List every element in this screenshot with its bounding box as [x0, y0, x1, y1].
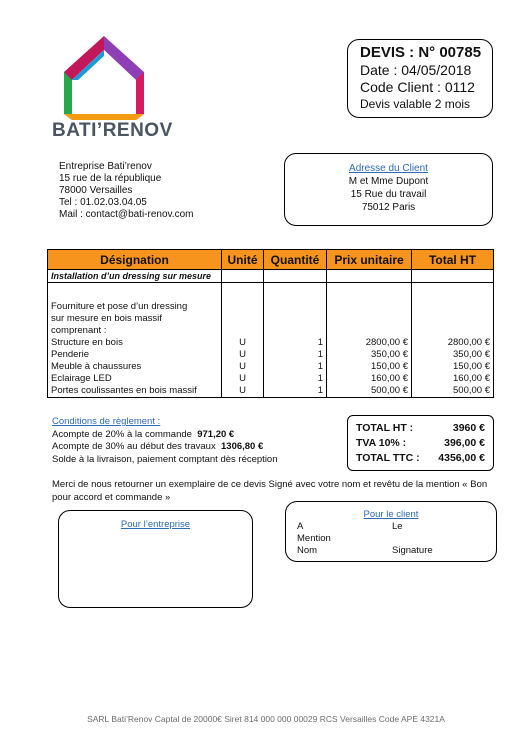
table-section-row: [48, 270, 494, 283]
row-qty: 1: [264, 373, 327, 385]
table-row: [48, 385, 494, 398]
row-price: 350,00 €: [327, 349, 412, 361]
signature-client-label: Pour le client: [363, 509, 419, 520]
row-price: 150,00 €: [327, 361, 412, 373]
row-price: 2800,00 €: [327, 337, 412, 349]
row-total: 160,00 €: [412, 373, 494, 385]
row-designation: Eclairage LED: [48, 373, 222, 385]
company-name: Entreprise Bati’renov: [59, 161, 152, 172]
client-a-label: A: [297, 521, 304, 532]
condition-text: Solde à la livraison, paiement comptant dès réception: [52, 453, 278, 465]
company-city: 78000 Versailles: [59, 185, 133, 196]
payment-conditions: [52, 416, 278, 466]
row-unit: U: [222, 373, 264, 385]
quote-items-table: [47, 249, 494, 398]
client-street: 15 Rue du travail: [350, 189, 427, 200]
client-nom-label: Nom: [297, 545, 318, 556]
signature-entreprise-label: Pour l’entreprise: [120, 519, 191, 530]
description-line: sur mesure en bois massif: [48, 313, 222, 325]
row-total: 500,00 €: [412, 385, 494, 398]
row-qty: 1: [264, 385, 327, 398]
row-designation: Structure en bois: [48, 337, 222, 349]
client-address-box: [284, 153, 493, 226]
header-quantity: Quantité: [264, 250, 327, 270]
tva-value: 396,00 €: [444, 437, 485, 449]
total-ht-value: 3960 €: [452, 422, 485, 434]
signature-box-client: [285, 501, 497, 562]
table-row: [48, 337, 494, 349]
row-total: 2800,00 €: [412, 337, 494, 349]
conditions-title: Conditions de règlement :: [52, 416, 161, 427]
table-header-row: [48, 250, 494, 270]
client-name: M et Mme Dupont: [348, 176, 429, 187]
row-qty: 1: [264, 337, 327, 349]
devis-client-code: Code Client : 0112: [360, 79, 475, 95]
row-unit: U: [222, 385, 264, 398]
condition-text: Acompte de 30% au début des travaux: [52, 441, 216, 452]
house-logo-icon: [60, 36, 148, 120]
row-price: 160,00 €: [327, 373, 412, 385]
return-instructions: Merci de nous retourner un exemplaire de ce devis Signé avec votre nom et revêtu de la mention « Bon pour accord et commande »: [52, 479, 488, 503]
devis-number: DEVIS : N° 00785: [360, 44, 482, 61]
row-price: 500,00 €: [327, 385, 412, 398]
table-row: [48, 313, 494, 325]
total-ttc-label: TOTAL TTC :: [356, 452, 420, 464]
devis-validity: Devis valable 2 mois: [360, 97, 471, 111]
totals-box: [347, 415, 494, 471]
row-designation: Portes coulissantes en bois massif: [48, 385, 222, 398]
condition-amount: 971,20 €: [197, 428, 235, 440]
brand-name: BATI’RENOV: [52, 120, 173, 141]
table-row: [48, 301, 494, 313]
company-address: [59, 161, 193, 221]
signature-box-entreprise: [58, 510, 253, 608]
company-street: 15 rue de la république: [59, 173, 162, 184]
row-unit: U: [222, 337, 264, 349]
header-unit-price: Prix unitaire: [327, 250, 412, 270]
company-legal-footer: SARL Bati’Renov Captal de 20000€ Siret 814 000 000 00029 RCS Versailles Code APE 4321A: [87, 714, 445, 724]
devis-date: Date : 04/05/2018: [360, 62, 472, 78]
description-line: comprenant :: [48, 325, 222, 337]
row-unit: U: [222, 349, 264, 361]
row-total: 350,00 €: [412, 349, 494, 361]
devis-info-box: [347, 39, 493, 118]
section-title: Installation d’un dressing sur mesure: [48, 270, 222, 283]
row-qty: 1: [264, 361, 327, 373]
header-total-ht: Total HT: [412, 250, 494, 270]
row-designation: Penderie: [48, 349, 222, 361]
table-row: [48, 373, 494, 385]
table-row: [48, 349, 494, 361]
condition-amount: 1306,80 €: [221, 441, 264, 452]
client-city: 75012 Paris: [361, 202, 416, 213]
total-ttc-value: 4356,00 €: [438, 452, 485, 464]
description-line: Fourniture et pose d’un dressing: [48, 301, 222, 313]
client-signature-label: Signature: [392, 545, 433, 556]
header-unit: Unité: [222, 250, 264, 270]
condition-text: Acompte de 20% à la commande: [52, 428, 192, 440]
company-mail: Mail : contact@bati-renov.com: [59, 209, 194, 220]
client-mention-label: Mention: [297, 533, 331, 544]
header-designation: Désignation: [48, 250, 222, 270]
tva-label: TVA 10% :: [356, 437, 407, 449]
total-ht-label: TOTAL HT :: [356, 422, 414, 434]
row-total: 150,00 €: [412, 361, 494, 373]
table-row: [48, 361, 494, 373]
row-unit: U: [222, 361, 264, 373]
table-row: [48, 325, 494, 337]
company-tel: Tel : 01.02.03.04.05: [59, 197, 147, 208]
client-le-label: Le: [392, 521, 403, 532]
client-address-label: Adresse du Client: [349, 163, 428, 174]
row-designation: Meuble à chaussures: [48, 361, 222, 373]
row-qty: 1: [264, 349, 327, 361]
